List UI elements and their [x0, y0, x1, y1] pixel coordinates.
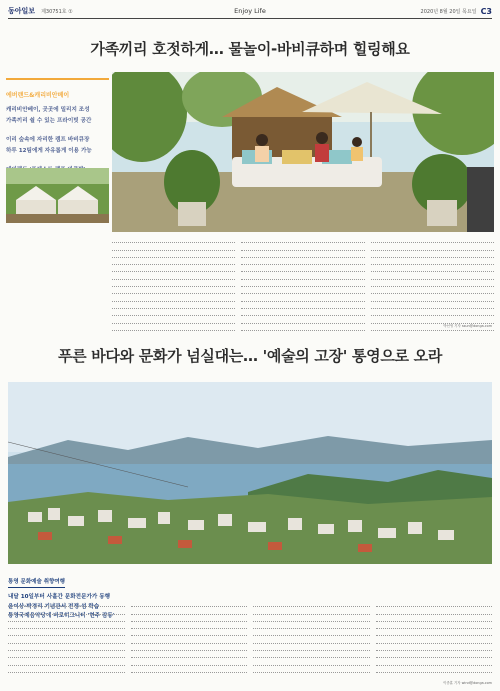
article2-credit: 이종훈 기자 wind@donga.com [443, 681, 492, 685]
article1-credit: 박선영 기자 ssun@donga.com [443, 324, 492, 328]
tongyeong-harbor-photo [8, 382, 492, 564]
article2-title: 푸른 바다와 문화가 넘실대는… '예술의 고장' 통영으로 오라 [57, 347, 443, 365]
article1-kicker: 에버랜드&캐리비안베이 [6, 92, 70, 99]
newspaper-logo: 동아일보 [8, 6, 36, 15]
article2-kicker: 통영 문화예술 취향여행 [8, 577, 65, 588]
page-number: C3 [480, 6, 492, 16]
resort-cabana-photo [112, 72, 494, 232]
article1-body [112, 236, 494, 336]
issue-date: 2020년 8월 20일 목요일 [420, 8, 477, 15]
section-name: Enjoy Life [234, 7, 266, 15]
article1-lead-line: 캐리비안베이, 곳곳에 밀리지 조성 [6, 107, 90, 113]
page-header [8, 4, 492, 19]
article1-lead-line: 하루 12팀에게 자유롭게 이용 가능 [6, 148, 92, 154]
bbq-camp-photo [6, 168, 109, 223]
article1-lead-line: 이리 숲속에 자리한 캠프 바비큐장 [6, 137, 90, 143]
article2-lead-line: 윤이상·박경리 기념관서 전쟁·섬 학습 [8, 603, 100, 610]
article2-lead-line: 내달 10일부터 사흘간 문화전문가가 동행 [8, 594, 111, 600]
article1-column [112, 236, 235, 336]
article2-column [376, 600, 493, 678]
article2-lead-line: 통영국제음악당에 비로히그니터 '현주 감동' [8, 613, 115, 619]
article1-title: 가족끼리 호젓하게… 물놀이-바비큐하며 힐링해요 [90, 40, 410, 58]
article1-column [241, 236, 364, 336]
article1-lead-line: 가족끼리 쉴 수 있는 프라이빗 공간 [6, 118, 92, 124]
article2-column [8, 600, 125, 678]
article2-column [253, 600, 370, 678]
issue-number: 제30751호 ① [41, 8, 73, 15]
article1-column [371, 236, 494, 336]
article2-body [8, 600, 492, 678]
article2-column [131, 600, 248, 678]
